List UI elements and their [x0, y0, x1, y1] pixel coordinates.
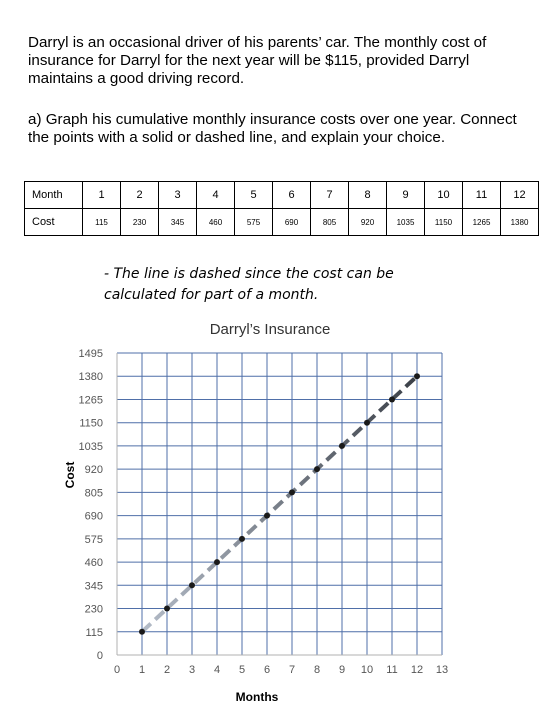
y-axis-label: Cost [63, 461, 77, 489]
month-row [25, 182, 539, 209]
y-tick-label: 460 [84, 557, 103, 570]
cost-cell: 690 [273, 209, 311, 236]
cost-cell: 230 [121, 209, 159, 236]
cost-cell: 1150 [425, 209, 463, 236]
y-tick-label: 1035 [78, 440, 103, 453]
y-tick-label: 575 [84, 533, 103, 546]
y-tick-label: 1380 [78, 371, 103, 384]
month-cell: 6 [273, 182, 311, 209]
x-tick-label: 3 [188, 664, 196, 676]
y-tick-label: 1150 [79, 417, 103, 430]
data-point [164, 606, 170, 612]
data-point [264, 513, 270, 519]
month-cell: 8 [349, 182, 387, 209]
chart-title: Darryl’s Insurance [209, 321, 331, 338]
x-tick-label: 4 [213, 664, 221, 676]
problem-intro: Darryl is an occasional driver of his parents’ car. The monthly cost of insurance for Darryl for the next year will be $115, provided Darryl maintains a good driving record. [28, 34, 487, 87]
x-tick-label: 11 [386, 664, 398, 676]
x-tick-label: 6 [263, 664, 271, 676]
y-tick-label: 0 [96, 650, 103, 662]
chart-series [142, 376, 417, 632]
y-tick-label: 230 [84, 603, 103, 616]
cost-row [25, 209, 539, 236]
month-header: Month [25, 182, 83, 209]
insurance-chart [0, 310, 540, 720]
month-cell: 5 [235, 182, 273, 209]
y-tick-label: 115 [85, 626, 103, 639]
y-tick-label: 805 [84, 487, 103, 500]
cost-cell: 1380 [501, 209, 539, 236]
cost-header: Cost [25, 209, 83, 236]
x-tick-labels [114, 664, 448, 676]
cost-cell: 1265 [463, 209, 501, 236]
data-point [389, 396, 395, 402]
x-tick-label: 2 [163, 664, 171, 676]
x-axis-label: Months [235, 690, 279, 704]
data-point [364, 420, 370, 426]
cost-cell: 805 [311, 209, 349, 236]
x-tick-label: 0 [113, 664, 121, 676]
y-tick-label: 920 [84, 464, 103, 477]
month-cell: 4 [197, 182, 235, 209]
data-point [239, 536, 245, 542]
month-cell: 9 [387, 182, 425, 209]
data-point [414, 373, 420, 379]
x-tick-label: 7 [288, 664, 296, 676]
cost-cell: 460 [197, 209, 235, 236]
cost-series-line [142, 376, 417, 632]
cost-cell: 920 [349, 209, 387, 236]
answer-text: - The line is dashed since the cost can be calculated for part of a month. [104, 266, 394, 303]
month-cell: 3 [159, 182, 197, 209]
cost-cell: 345 [159, 209, 197, 236]
data-point [214, 559, 220, 565]
data-point [289, 489, 295, 495]
x-tick-label: 8 [313, 664, 321, 676]
y-tick-label: 1265 [78, 394, 103, 407]
data-point [314, 466, 320, 472]
data-point [139, 629, 145, 635]
cost-cell: 575 [235, 209, 273, 236]
x-tick-label: 12 [410, 664, 424, 676]
data-point [189, 582, 195, 588]
month-cell: 11 [463, 182, 501, 209]
data-table [24, 181, 539, 236]
month-cell: 12 [501, 182, 539, 209]
x-tick-label: 5 [238, 664, 246, 676]
y-tick-label: 690 [84, 510, 103, 523]
y-tick-label: 345 [84, 580, 103, 593]
y-tick-label: 1495 [78, 348, 103, 360]
month-cell: 7 [311, 182, 349, 209]
cost-cell: 115 [83, 209, 121, 236]
problem-question: a) Graph his cumulative monthly insurance costs over one year. Connect the points with a solid or dashed line, and explain your choice. [28, 111, 517, 146]
cost-cell: 1035 [387, 209, 425, 236]
x-tick-label: 9 [338, 664, 346, 676]
y-tick-labels [79, 348, 103, 662]
x-tick-label: 13 [435, 664, 449, 676]
month-cell: 2 [121, 182, 159, 209]
month-cell: 1 [83, 182, 121, 209]
x-tick-label: 1 [138, 664, 146, 676]
month-cell: 10 [425, 182, 463, 209]
data-point [339, 443, 345, 449]
x-tick-label: 10 [360, 664, 374, 676]
